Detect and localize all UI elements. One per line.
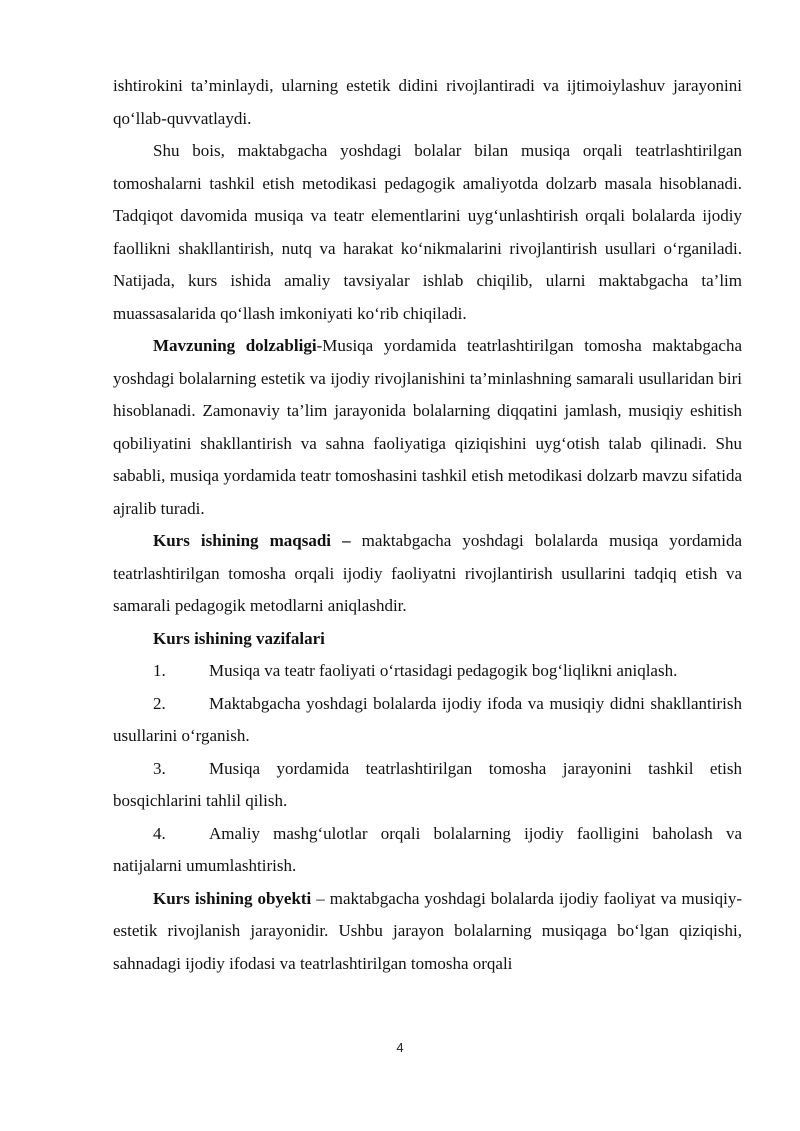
list-item-number: 2. <box>153 693 166 713</box>
tasks-heading: Kurs ishining vazifalari <box>153 628 325 648</box>
list-item <box>113 753 742 818</box>
object-text: – maktabgacha yoshdagi bolalarda ijodiy faoliyat va musiqiy-estetik rivojlanish jarayonidir. Ushbu jarayon bolalarning musiqaga bo‘lgan qiziqishi, sahnadagi ijodiy ifodasi va teatrlashtirilgan tomosha orqali <box>113 888 743 973</box>
list-item-number: 4. <box>153 823 166 843</box>
list-item-text: Amaliy mashg‘ulotlar orqali bolalarning ijodiy faolligini baholash va natijalarni umumlashtirish. <box>113 823 742 875</box>
paragraph-relevance <box>113 330 742 525</box>
list-item-number: 3. <box>153 758 166 778</box>
object-heading: Kurs ishining obyekti <box>153 888 312 908</box>
list-item-number: 1. <box>153 661 166 680</box>
relevance-text: -Musiqa yordamida teatrlashtirilgan tomosha maktabgacha yoshdagi bolalarning estetik va ijodiy rivojlanishini ta’minlashning samarali usullaridan biri hisoblanadi. Zamonaviy ta’lim jarayonida bolalarning diqqatini jamlash, musiqiy eshitish qobiliyatini shakllantirish va sahna faoliyatiga qiziqishini uyg‘otish talab qilinadi. Shu sababli, musiqa yordamida teatr tomoshasini tashkil etish metodikasi dolzarb mavzu sifatida ajralib turadi. <box>113 336 742 518</box>
paragraph-object <box>113 883 742 981</box>
relevance-heading: Mavzuning dolzabligi <box>153 336 317 355</box>
paragraph-continuation: ishtirokini ta’minlaydi, ularning estetik didini rivojlantiradi va ijtimoiylashuv jarayonini qo‘llab-quvvatlaydi. <box>113 76 742 128</box>
list-item <box>113 655 742 688</box>
list-item-text: Maktabgacha yoshdagi bolalarda ijodiy ifoda va musiqiy didni shakllantirish usullarini o‘rganish. <box>113 693 742 745</box>
paragraph-intro: Shu bois, maktabgacha yoshdagi bolalar bilan musiqa orqali teatrlashtirilgan tomoshalarni tashkil etish metodikasi pedagogik amaliyotda dolzarb masala hisoblanadi. Tadqiqot davomida musiqa va teatr elementlarini uyg‘unlashtirish orqali bolalarda ijodiy faollikni shakllantirish, nutq va harakat ko‘nikmalarini rivojlantirish usullari o‘rganiladi. Natijada, kurs ishida amaliy tavsiyalar ishlab chiqilib, ularni maktabgacha ta’lim muassasalarida qo‘llash imkoniyati ko‘rib chiqiladi. <box>113 141 742 323</box>
paragraph-goal <box>113 525 742 623</box>
goal-heading: Kurs ishining maqsadi – <box>153 531 351 550</box>
document-page <box>113 70 742 980</box>
list-item <box>113 688 742 753</box>
tasks-list <box>113 655 742 883</box>
page-number: 4 <box>396 1040 404 1055</box>
list-item-text: Musiqa va teatr faoliyati o‘rtasidagi pedagogik bog‘liqlikni aniqlash. <box>209 661 678 680</box>
goal-text: maktabgacha yoshdagi bolalarda musiqa yordamida teatrlashtirilgan tomosha orqali ijodiy faoliyatni rivojlantirish usullarini tadqiq etish va samarali pedagogik metodlarni aniqlashdir. <box>113 531 743 615</box>
paragraph-tasks-heading <box>113 623 742 656</box>
list-item <box>113 818 742 883</box>
list-item-text: Musiqa yordamida teatrlashtirilgan tomosha jarayonini tashkil etish bosqichlarini tahlil qilish. <box>113 758 742 810</box>
